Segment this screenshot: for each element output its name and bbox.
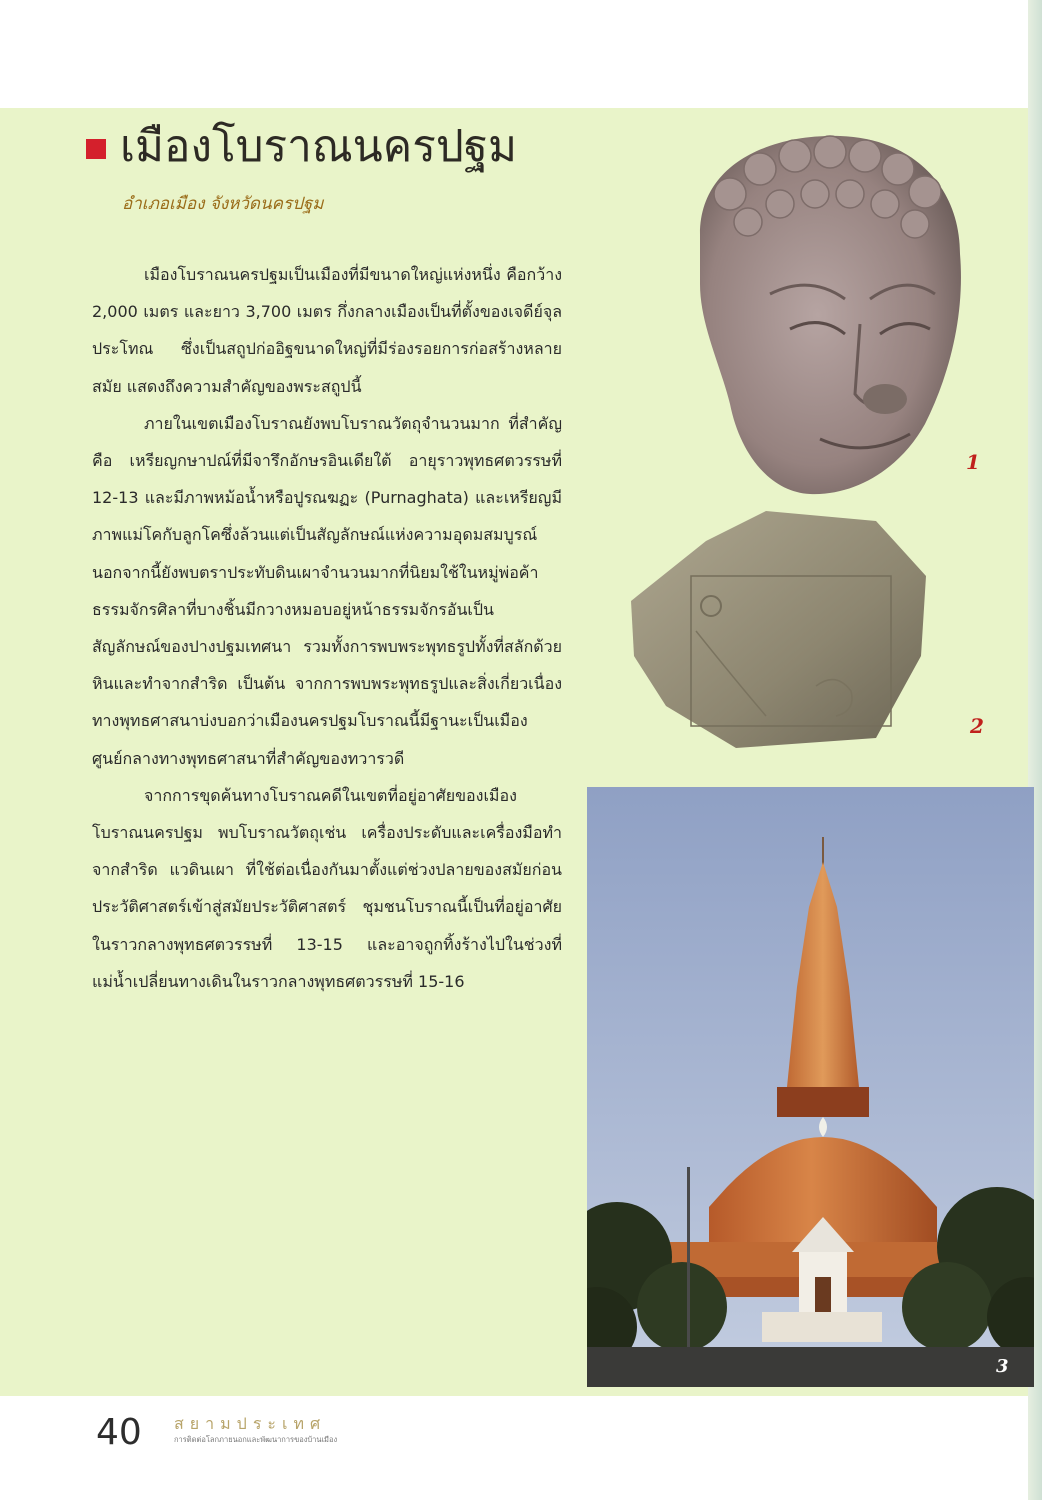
figure-1-buddha-head-image (660, 124, 980, 504)
page-number: 40 (96, 1412, 142, 1453)
paragraph-3: จากการขุดค้นทางโบราณคดีในเขตที่อยู่อาศัยของเมืองโบราณนครปฐม พบโบราณวัตถุเช่น เครื่องประดับและเครื่องมือทำจากสำริด แวดินเผา ที่ใช้ต่อเนื่องกันมาตั้งแต่ช่วงปลายของสมัยก่อนประวัติศาสตร์เข้าสู่สมัยประวัติศาสตร์ ชุมชนโบราณนี้เป็นที่อยู่อาศัยในราวกลางพุทธศตวรรษที่ 13-15 และอาจถูกทิ้งร้างไปในช่วงที่แม่น้ำเปลี่ยนทางเดินในราวกลางพุทธศตวรรษที่ 15-16 (92, 785, 562, 991)
article-title-text: เมืองโบราณนครปฐม (120, 121, 518, 172)
paragraph-2: ภายในเขตเมืองโบราณยังพบโบราณวัตถุจำนวนมาก ที่สำคัญคือ เหรียญกษาปณ์ที่มีจารึกอักษรอินเดียใต้ อายุราวพุทธศตวรรษที่ 12-13 และมีภาพหม้อน้ำหรือปูรณฆฏะ (Purnaghata) และเหรียญมีภาพแม่โคกับลูกโคซึ่งล้วนแต่เป็นสัญลักษณ์แห่งความอุดมสมบูรณ์ นอกจากนี้ยังพบตราประทับดินเผาจำนวนมากที่นิยมใช้ในหมู่พ่อค้า ธรรมจักรศิลาที่บางชิ้นมีกวางหมอบอยู่หน้าธรรมจักรอันเป็นสัญลักษณ์ของปางปฐมเทศนา รวมทั้งการพบพระพุทธรูปทั้งที่สลักด้วยหินและทำจากสำริด เป็นต้น จากการพบพระพุทธรูปและสิ่งเกี่ยวเนื่องทางพุทธศาสนาบ่งบอกว่าเมืองนครปฐมโบราณนี้มีฐานะเป็นเมืองศูนย์กลางทางพุทธศาสนาที่สำคัญของทวารวดี (92, 413, 562, 768)
magazine-title: สยามประเทศ (174, 1414, 327, 1433)
paragraph-1: เมืองโบราณนครปฐมเป็นเมืองที่มีขนาดใหญ่แห่งหนึ่ง คือกว้าง 2,000 เมตร และยาว 3,700 เมตร กึ่งกลางเมืองเป็นที่ตั้งของเจดีย์จุลประโทณ ซึ่งเป็นสถูปก่ออิฐขนาดใหญ่ที่มีร่องรอยการก่อสร้างหลายสมัย แสดงถึงความสำคัญของพระสถูปนี้ (92, 265, 562, 396)
figure-2-stone-relief-image (626, 506, 938, 750)
magazine-subtitle: การติดต่อโลกภายนอกและพัฒนาการของบ้านเมือง (174, 1435, 338, 1444)
top-margin (0, 0, 1042, 108)
title-bullet-icon (86, 139, 106, 159)
figure-3-number: 3 (996, 1356, 1009, 1377)
figure-3-stupa-image (587, 787, 1034, 1387)
article-body (92, 256, 562, 1000)
article-title (86, 122, 517, 173)
figure-2-number: 2 (970, 714, 984, 738)
figure-1-number: 1 (966, 450, 980, 474)
article-subtitle: อำเภอเมือง จังหวัดนครปฐม (122, 194, 324, 214)
